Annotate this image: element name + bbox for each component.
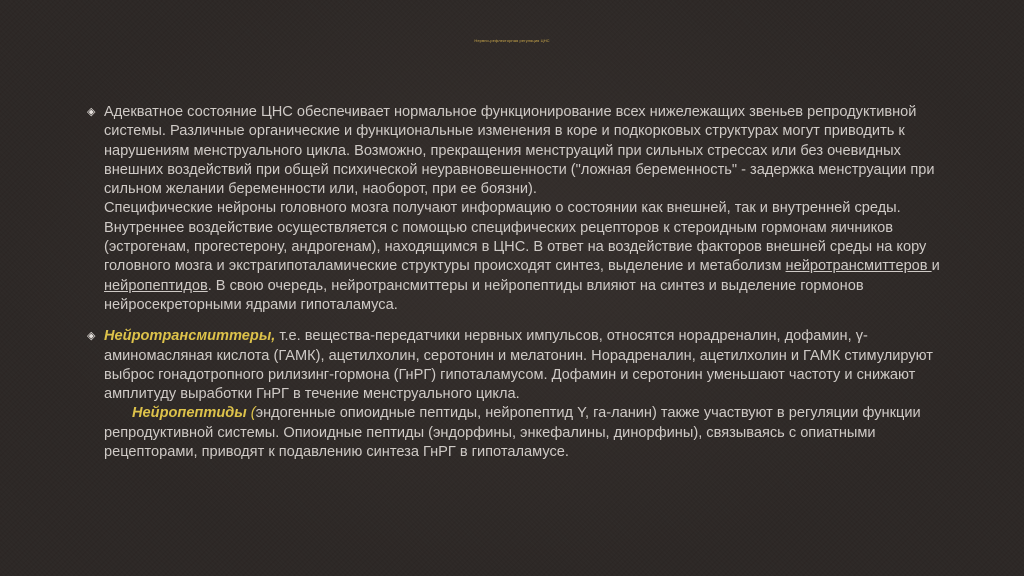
conjunction-text: и <box>931 258 940 275</box>
paren-open: ( <box>246 405 256 422</box>
diamond-bullet-icon: ◈ <box>87 330 96 343</box>
bullet-item-1 <box>86 103 946 315</box>
link-neuropeptides[interactable]: нейропептидов <box>104 277 208 294</box>
slide-content <box>86 103 946 474</box>
paragraph-neuropeptides <box>104 404 946 462</box>
neuropeptides-description: эндогенные опиоидные пептиды, нейропептид Y, га-ланин) также участвуют в регуляции функции репродуктивной системы. Опиоидные пептиды (эндорфины, энкефалины, динорфины), связываясь с опиатными рецепторами, приводят к подавлению синтеза ГнРГ в гипоталамусе. <box>104 405 921 461</box>
link-neurotransmitters[interactable]: нейротрансмиттеров <box>785 258 932 275</box>
paragraph-text-start: Специфические нейроны головного мозга получают информацию о состоянии как внешней, так и внутренней среды. Внутреннее воздействие осуществляется с помощью специфических рецепторов к стероидным гормонам яичников (эстрогенам, прогестерону, андрогенам), находящимся в ЦНС. В ответ на воздействие факторов внешней среды на кору головного мозга и экстрагипоталамические структуры происходят синтез, выделение и метаболизм <box>104 200 927 275</box>
paragraph-text-end: . В свою очередь, нейротрансмиттеры и нейропептиды влияют на синтез и выделение гормонов нейросекреторными ядрами гипоталамуса. <box>104 277 864 313</box>
paragraph-cns-state: Адекватное состояние ЦНС обеспечивает нормальное функционирование всех нижележащих звеньев репродуктивной системы. Различные органические и функциональные изменения в коре и подкорковых структурах могут приводить к нарушениям менструального цикла. Возможно, прекращения менструаций при сильных стрессах или без очевидных внешних воздействий при общей психической неуравновешенности ("ложная беременность" - задержка менструации при сильном желании беременности или, наоборот, при ее боязни). <box>104 104 935 198</box>
slide-title: Нервно-рефлекторная регуляция ЦНС <box>474 38 550 43</box>
diamond-bullet-icon: ◈ <box>87 106 96 118</box>
paragraph-specific-neurons <box>104 199 946 315</box>
bullet-item-2 <box>86 327 946 462</box>
paragraph-neurotransmitters <box>104 327 946 404</box>
term-neuropeptides: Нейропептиды <box>132 405 247 422</box>
term-neurotransmitters: Нейротрансмиттеры, <box>104 328 276 345</box>
neurotransmitters-description: т.е. вещества-передатчики нервных импульсов, относятся норадреналин, дофамин, γ- аминомасляная кислота (ГАМК), ацетилхолин, серотонин и мелатонин. Норадреналин, ацетилхолин и ГАМК стимулируют выброс гонадотропного рилизинг-гормона (ГнРГ) гипоталамусом. Дофамин и серотонин уменьшают частоту и снижают амплитуду выработки ГнРГ в течение менструального цикла. <box>104 328 933 403</box>
